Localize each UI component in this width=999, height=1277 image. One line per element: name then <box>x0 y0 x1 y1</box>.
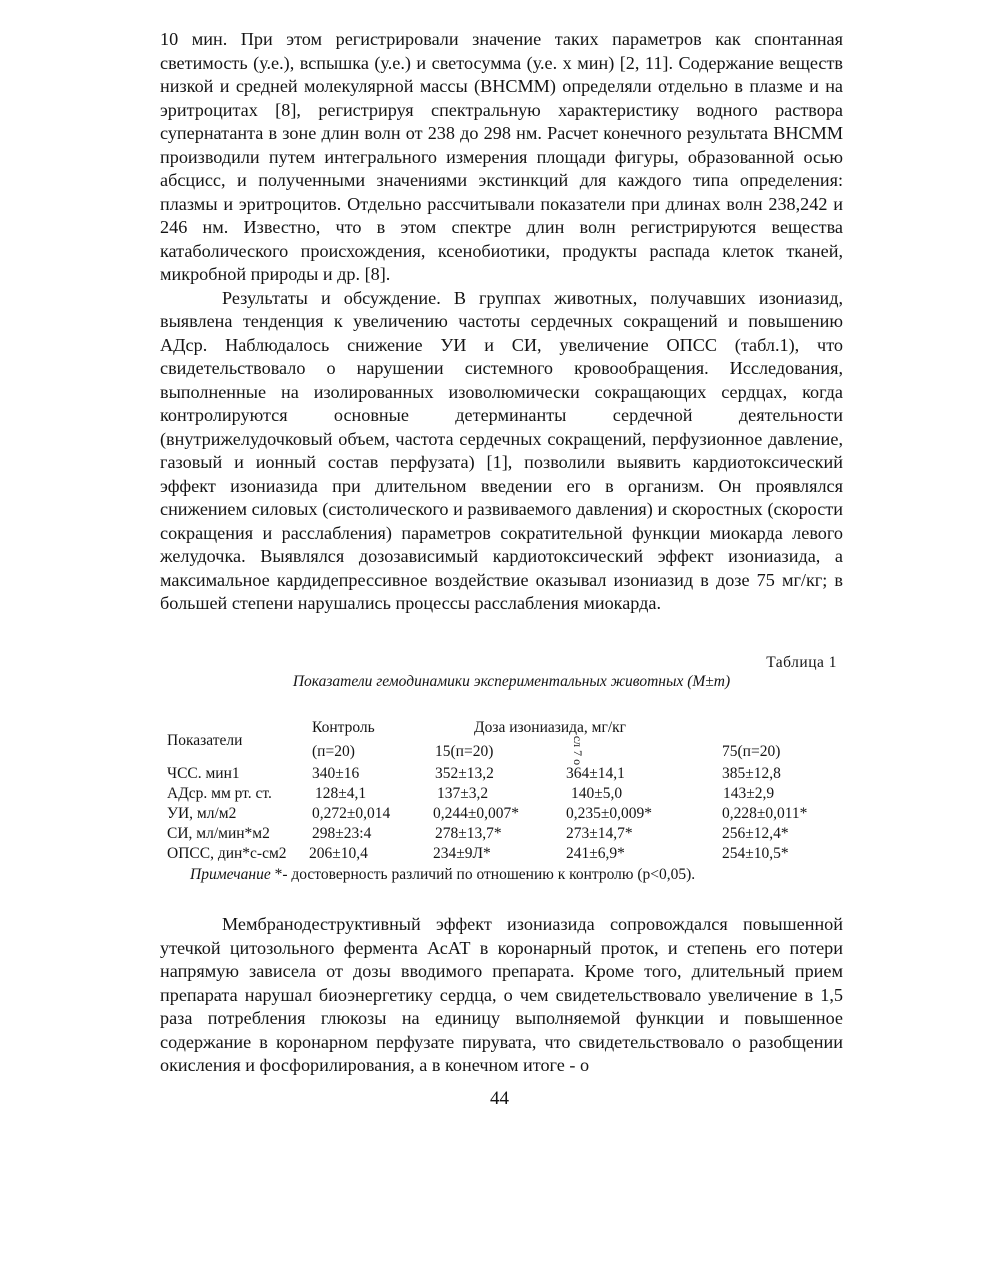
page-number: 44 <box>490 1088 509 1109</box>
row-dose-15: 234±9Л* <box>433 845 491 862</box>
row-dose-15: 352±13,2 <box>435 765 494 782</box>
note-label: Примечание <box>190 866 271 883</box>
row-param: ЧСС. мин1 <box>167 765 240 782</box>
row-dose-mid: 273±14,7* <box>566 825 633 842</box>
row-control: 0,272±0,014 <box>312 805 391 822</box>
table-note <box>190 866 695 884</box>
row-dose-75: 256±12,4* <box>722 825 789 842</box>
subheader-control: (п=20) <box>312 743 355 760</box>
subheader-15: 15(п=20) <box>435 743 494 760</box>
table-row <box>167 845 847 865</box>
table-row <box>167 825 847 845</box>
row-param: УИ, мл/м2 <box>167 805 237 822</box>
row-param: СИ, мл/мин*м2 <box>167 825 270 842</box>
row-dose-mid: 364±14,1 <box>566 765 625 782</box>
row-control: 298±23:4 <box>312 825 372 842</box>
hemodynamics-table <box>167 719 847 865</box>
table-row <box>167 805 847 825</box>
table-label: Таблица 1 <box>766 654 837 671</box>
table-title: Показатели гемодинамики экспериментальных животных (М±т) <box>292 673 731 690</box>
row-dose-75: 0,228±0,011* <box>722 805 808 822</box>
body-text-bottom <box>160 913 843 1078</box>
row-param: ОПСС, дин*с-см2 <box>167 845 287 862</box>
row-dose-75: 254±10,5* <box>722 845 789 862</box>
header-dose: Доза изониазида, мг/кг <box>474 719 627 736</box>
subheader-rotated: сл 7 о <box>571 735 586 766</box>
table-row <box>167 785 847 805</box>
row-control: 340±16 <box>312 765 360 782</box>
paragraph-results: Результаты и обсуждение. В группах животных, получавших изониазид, выявлена тенденция к увеличению частоты сердечных сокращений и повышению АДср. Наблюдалось снижение УИ и СИ, увеличение ОПСС (табл.1), что свидетельствовало о нарушении системного кровообращения. Исследования, выполненные на изолированных изоволюмически сокращающих сердцах, когда контролируются основные детерминанты сердечной деятельности (внутрижелудочковый объем, частота сердечных сокращений, перфузионное давление, газовый и ионный состав перфузата) [1], позволили выявить кардиотоксический эффект изониазида при длительном введении его в организм. Он проявлялся снижением силовых (систолического и развиваемого давления) и скоростных (скорости сокращения и расслабления) параметров сократительной функции миокарда левого желудочка. Выявлялся дозозависимый кардиотоксический эффект изониазида, а максимальное кардидепрессивное воздействие оказывал изониазид в дозе 75 мг/кг; в большей степени нарушались процессы расслабления миокарда. <box>160 287 843 613</box>
row-dose-15: 0,244±0,007* <box>433 805 520 822</box>
note-text: *- достоверность различий по отношению к контролю (р<0,05). <box>270 866 696 883</box>
row-dose-15: 137±3,2 <box>437 785 489 802</box>
row-dose-75: 385±12,8 <box>722 765 781 782</box>
row-dose-15: 278±13,7* <box>435 825 502 842</box>
subheader-75: 75(п=20) <box>722 743 781 760</box>
row-control: 206±10,4 <box>309 845 368 862</box>
header-control: Контроль <box>312 719 375 736</box>
table-row <box>167 765 847 785</box>
body-text <box>160 28 843 616</box>
row-param: АДср. мм рт. ст. <box>167 785 272 802</box>
row-control: 128±4,1 <box>315 785 367 802</box>
row-dose-mid: 0,235±0,009* <box>566 805 653 822</box>
row-dose-mid: 241±6,9* <box>566 845 625 862</box>
paragraph-methods: 10 мин. При этом регистрировали значение таких параметров как спонтанная светимость (у.е.), вспышка (у.е.) и светосумма (у.е. х мин) [2, 11]. Содержание веществ низкой и средней молекулярной массы (ВНСММ) определяли отдельно в плазме и на эритроцитах [8], регистрируя спектральную характеристику водного раствора супернатанта в зоне длин волн от 238 до 298 нм. Расчет конечного результата ВНСММ производили путем интегрального измерения площади фигуры, образованной осью абсцисс, и полученными значениями экстинкций для каждого типа определения: плазмы и эритроцитов. Отдельно рассчитывали показатели при длинах волн 238,242 и 246 нм. Известно, что в этом спектре длин волн регистрируются вещества катаболического происхождения, ксенобиотики, продукты распада клеток тканей, микробной природы и др. [8]. <box>160 29 843 284</box>
row-dose-75: 143±2,9 <box>723 785 775 802</box>
table-header-row <box>167 719 847 739</box>
header-param: Показатели <box>167 732 243 749</box>
paragraph-membrane: Мембранодеструктивный эффект изониазида сопровождался повышенной утечкой цитозольного фермента АсАТ в коронарный проток, и степень его потери напрямую зависела от дозы вводимого препарата. Кроме того, длительный прием препарата нарушал биоэнергетику сердца, о чем свидетельствовало увеличение в 1,5 раза потребления глюкозы на единицу выполняемой функции и повышенное содержание в коронарном перфузате пирувата, что свидетельствовало о разобщении окисления и фосфорилирования, а в конечном итоге - о <box>160 914 843 1075</box>
row-dose-mid: 140±5,0 <box>571 785 623 802</box>
